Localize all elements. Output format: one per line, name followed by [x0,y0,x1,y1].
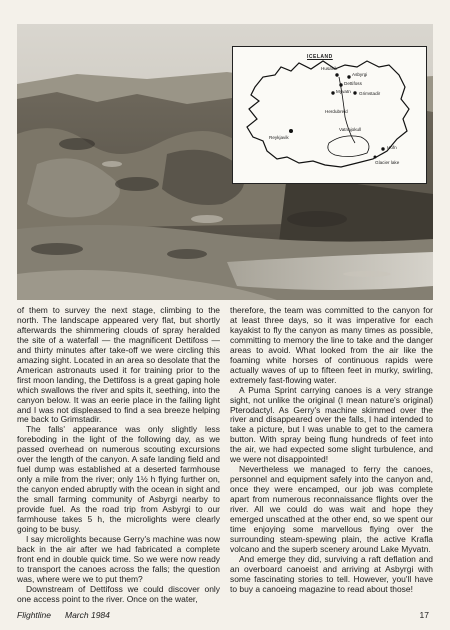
town-herdubreid: Herdubreid [325,109,348,114]
canyon-photo [17,24,433,300]
page-footer [17,610,433,622]
town-reykjavik: Reykjavik [269,135,289,140]
town-hofn: Hofn [387,145,397,150]
article-paragraph: Downstream of Dettifoss we could discover only one access point to the river. Once on the water, [17,583,220,604]
town-grimstadir: Grimstadir [359,91,381,96]
article-paragraph: And emerge they did, surviving a raft deflation and an overboard canoeist and arriving at Asbyrgi with some fascinating stories to tell. However, you'll have to buy a canoeing magazine to read about those! [230,553,433,594]
town-asbyrgi: Asbyrgi [352,72,368,77]
article-paragraph: therefore, the team was committed to the canyon for at least three days, so it was imperative for each kayakist to fly the canyon as many times as possible, committing to memory the line to take and the danger areas to avoid. What looked from the air like the foaming white horses of continuous rapids were actually waves of up to fifteen feet in murky, swirling, extremely fast-flowing water. [230,306,433,385]
town-vatnajokull: Vatnajokull [339,127,362,132]
article-paragraph: A Puma Sprint carrying canoes is a very strange sight, not unlike the original (I mean nature's original) Pterodactyl. As Gerry's machine skimmed over the river and disappeared over the falls, I had intended to take a picture, but I was unable to get to the camera button. With spray being flung hundreds of feet into the air, we had expected some slight turbulence, and we were not disappointed! [230,384,433,465]
page-number: 17 [419,610,429,620]
article-column-right [230,306,433,604]
town-dettifoss: Dettifoss [344,81,362,86]
iceland-map [232,46,427,184]
map-title: ICELAND [307,54,333,60]
town-husavik: Husavik [321,66,338,71]
article-paragraph: I say microlights because Gerry's machine was now back in the air after we had fabricated a complete front end in double quick time. So we were now ready to transport the canoes across the falls; the question was, where were we to put them? [17,533,220,584]
article-paragraph: The falls' appearance was only slightly less foreboding in the light of the following day, as we passed overhead on numerous scouting excursions over the length of the canyon. A safe landing field and fuel dump was established at a deserted farmhouse only a mile from the river; only 1½ h flying further on, the canyon ended abruptly with the ocean in sight and the small farming community of Asbyrgi nearby to provide fuel. As the road trip from Asbyrgi to our farmhouse takes 5 h, the microlights were clearly going to be busy. [17,424,220,534]
issue-date: March 1984 [65,610,110,620]
article-paragraph: Nevertheless we managed to ferry the canoes, personnel and equipment safely into the canyon and, once they were encamped, our job was complete apart from numerous reconnaissance flights over the river. All we could do was wait and hope they emerged unscathed at the other end, so we spent our time enjoying some marvellous flying over the surrounding steam-spewing plain, the active Krafla volcano and the superb scenery around Lake Myvatn. [230,464,433,554]
magazine-name: Flightline [17,610,52,620]
article-body [17,306,433,604]
article-column-left [17,306,220,604]
article-paragraph: of them to survey the next stage, climbing to the north. The landscape appeared very flat, but shortly afterwards the shimmering clouds of spray heralded the site of a waterfall — the magnificent Dettifoss — and thirty minutes after take-off we were circling this amazing sight. Located in an area so desolate that the American astronauts used it for training prior to the first moon landing, the Dettifoss is a great gaping hole which swallows the river and spits it, seething, into the canyon below. It was an eerie place in the failing light and I was not displeased to find a sea breeze helping me back to Grimstadir. [17,306,220,425]
town-myvatn: Myvatn [336,89,351,94]
town-glacier-lake: Glacier lake [375,160,400,165]
